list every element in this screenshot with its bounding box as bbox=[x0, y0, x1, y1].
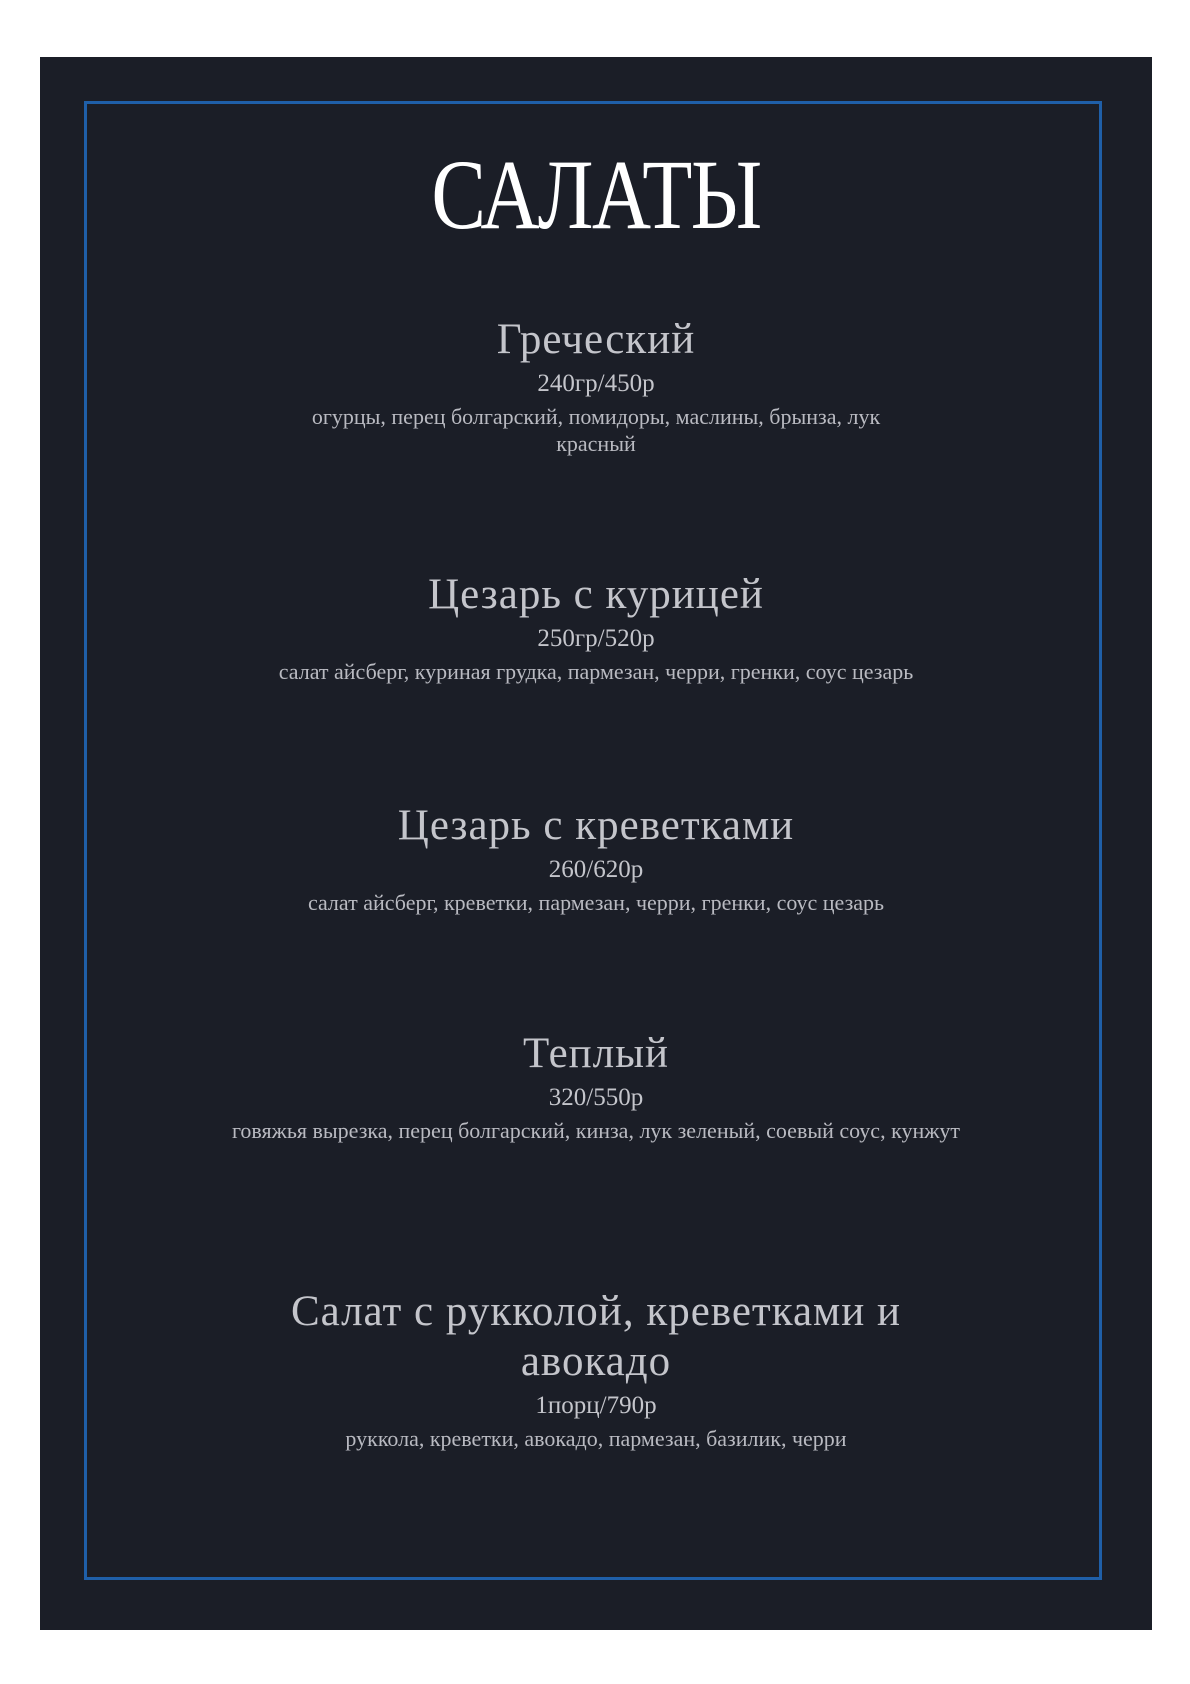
dish-warm bbox=[120, 1029, 1072, 1144]
dish-portion: 260/620р bbox=[548, 856, 644, 883]
dish-greek bbox=[120, 315, 1072, 457]
dish-description: огурцы, перец болгарский, помидоры, маслины, брынза, лук красный bbox=[311, 404, 881, 456]
dish-name: Салат с рукколой, креветками и авокадо bbox=[290, 1288, 902, 1385]
dish-name: Цезарь с курицей bbox=[428, 571, 764, 618]
dish-name: Цезарь с креветками bbox=[397, 802, 795, 849]
dish-caesar-shrimp bbox=[120, 801, 1072, 916]
dish-description: говяжья вырезка, перец болгарский, кинза, лук зеленый, соевый соус, кунжут bbox=[231, 1118, 961, 1143]
dish-portion: 320/550р bbox=[548, 1084, 644, 1111]
dish-description: руккола, креветки, авокадо, пармезан, базилик, черри bbox=[345, 1426, 847, 1451]
dish-description: салат айсберг, креветки, пармезан, черри, гренки, соус цезарь bbox=[307, 890, 885, 915]
dish-portion: 1порц/790р bbox=[535, 1392, 657, 1419]
dish-portion: 240гр/450р bbox=[537, 370, 655, 397]
dish-name: Греческий bbox=[496, 316, 696, 363]
dish-caesar-chicken bbox=[120, 570, 1072, 685]
menu-page bbox=[40, 57, 1152, 1630]
dish-name: Теплый bbox=[522, 1030, 670, 1077]
dish-arugula-shrimp-avocado bbox=[120, 1287, 1072, 1452]
dish-portion: 250гр/520р bbox=[537, 625, 655, 652]
menu-title: САЛАТЫ bbox=[431, 139, 761, 250]
dish-description: салат айсберг, куриная грудка, пармезан, черри, гренки, соус цезарь bbox=[278, 659, 914, 684]
